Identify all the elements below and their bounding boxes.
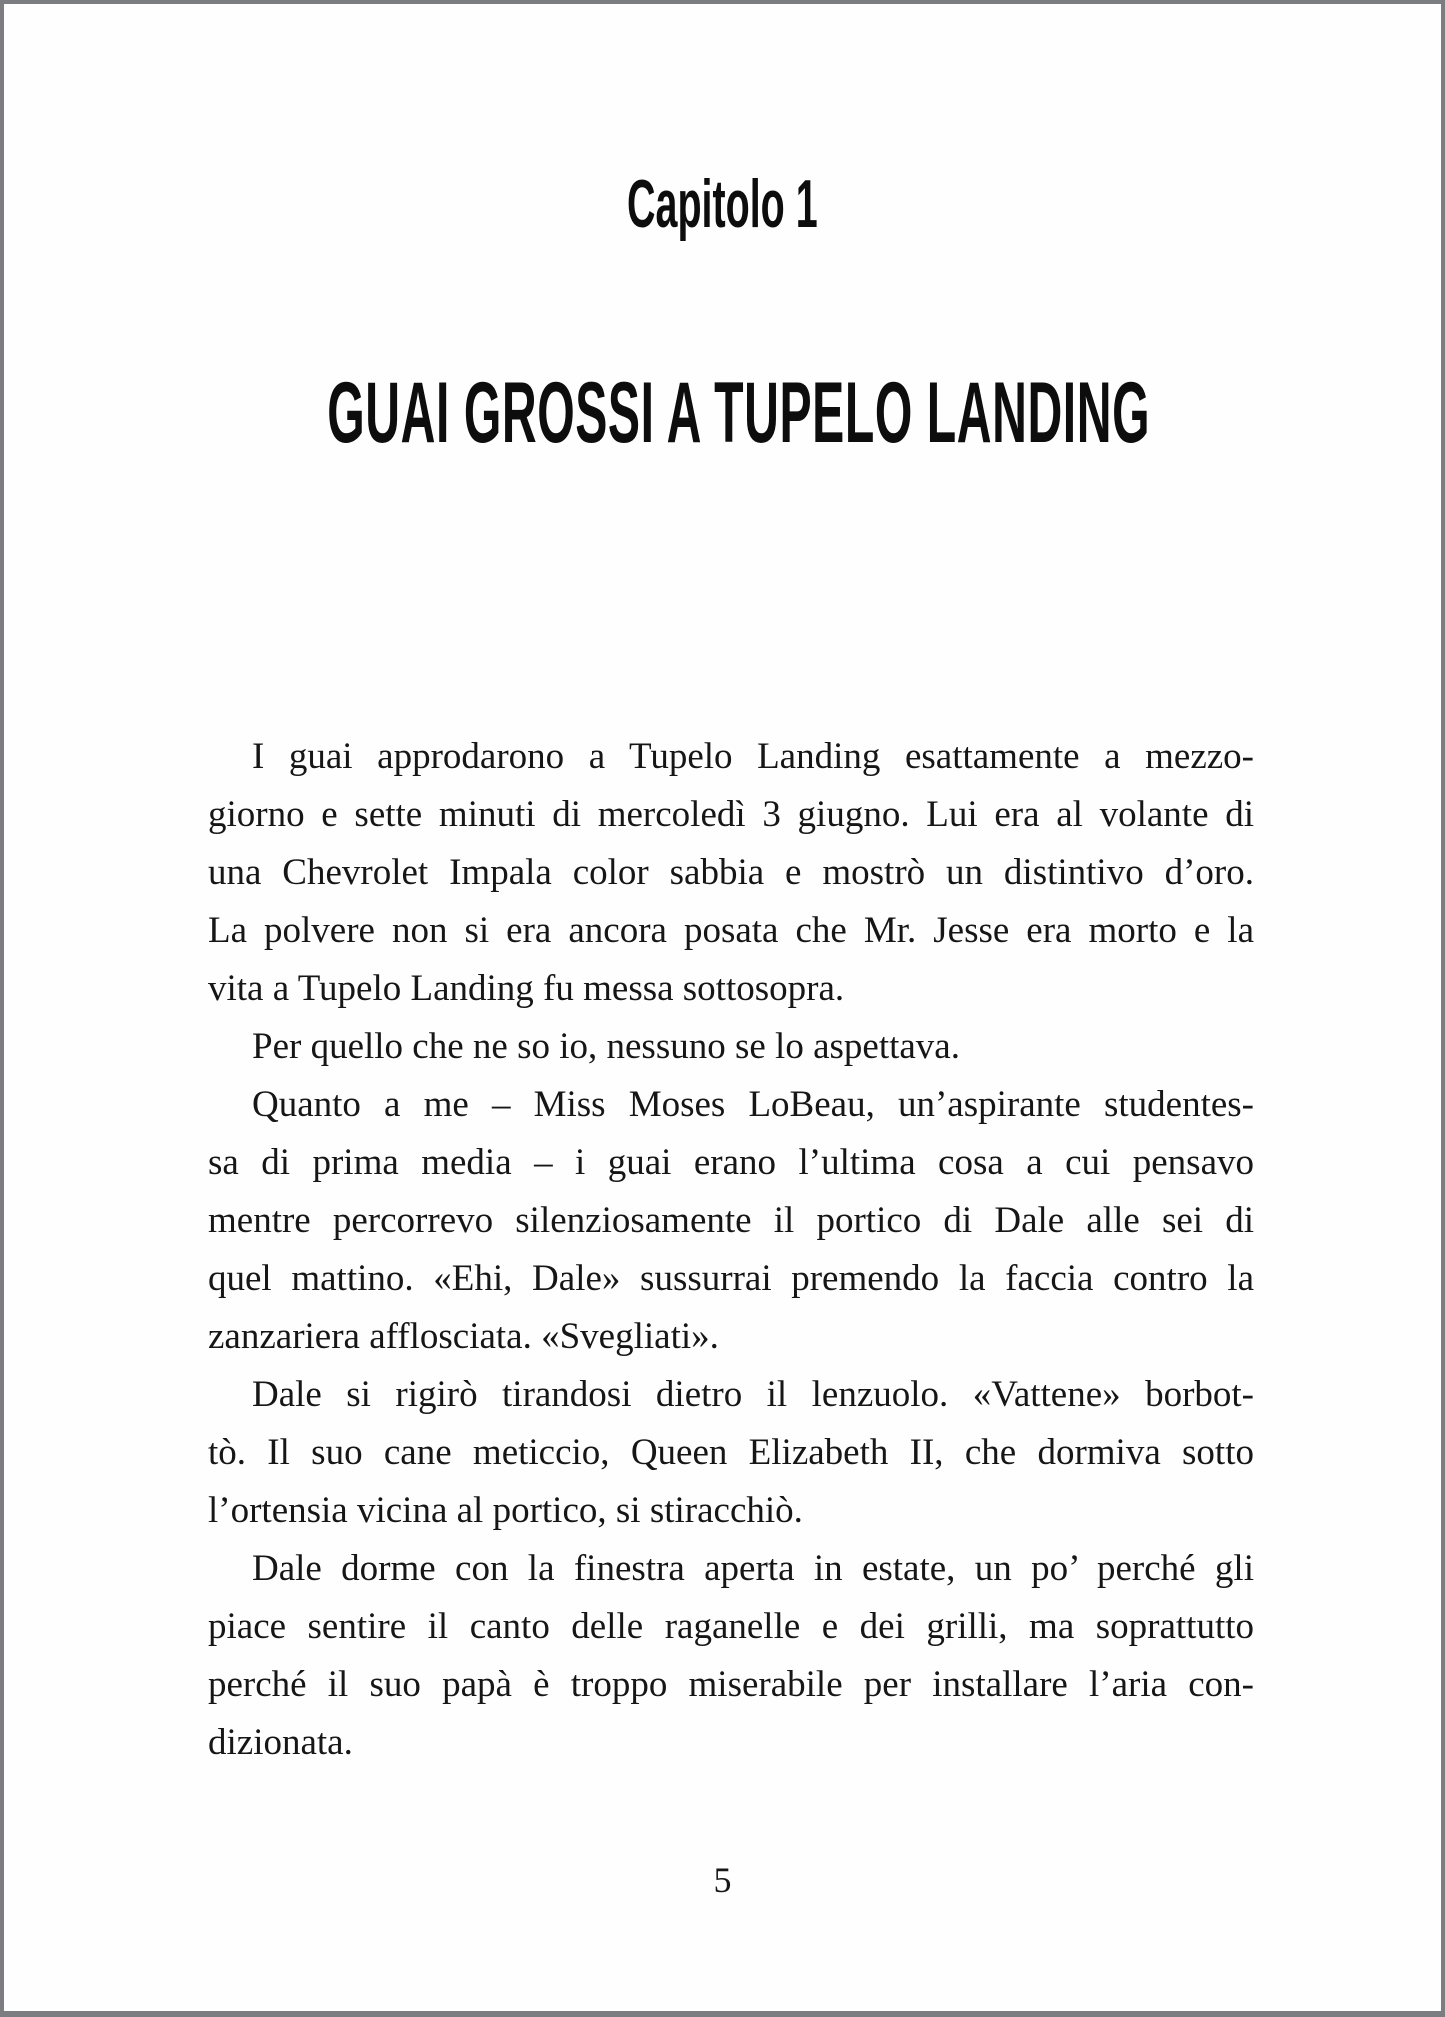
chapter-title: GUAI GROSSI A TUPELO LANDING [327, 365, 1151, 461]
body-line: una Chevrolet Impala color sabbia e mostrò un distintivo d’oro. [208, 852, 1254, 893]
body-line: l’ortensia vicina al portico, si stiracchiò. [208, 1490, 803, 1531]
body-line: sa di prima media – i guai erano l’ultima cosa a cui pensavo [208, 1142, 1254, 1183]
body-line: piace sentire il canto delle raganelle e dei grilli, ma soprattutto [208, 1606, 1254, 1647]
body-text-block [208, 728, 1254, 1772]
body-line: zanzariera afflosciata. «Svegliati». [208, 1316, 719, 1357]
body-line: La polvere non si era ancora posata che Mr. Jesse era morto e la [208, 910, 1254, 951]
body-line: giorno e sette minuti di mercoledì 3 giugno. Lui era al volante di [208, 794, 1254, 835]
body-line: Dale si rigirò tirandosi dietro il lenzuolo. «Vattene» borbot- [252, 1374, 1254, 1415]
body-line: Per quello che ne so io, nessuno se lo aspettava. [252, 1026, 960, 1067]
page-number: 5 [713, 1860, 732, 1900]
body-line: Dale dorme con la finestra aperta in estate, un po’ perché gli [252, 1548, 1254, 1589]
body-line: perché il suo papà è troppo miserabile per installare l’aria con- [208, 1664, 1254, 1705]
body-line: tò. Il suo cane meticcio, Queen Elizabeth II, che dormiva sotto [208, 1432, 1254, 1473]
body-line: I guai approdarono a Tupelo Landing esattamente a mezzo- [252, 736, 1254, 777]
body-line: dizionata. [208, 1722, 353, 1763]
body-line: Quanto a me – Miss Moses LoBeau, un’aspirante studentes- [252, 1084, 1254, 1125]
body-line: mentre percorrevo silenziosamente il portico di Dale alle sei di [208, 1200, 1254, 1241]
body-line: quel mattino. «Ehi, Dale» sussurrai premendo la faccia contro la [208, 1258, 1254, 1299]
chapter-label: Capitolo 1 [627, 166, 818, 242]
body-line: vita a Tupelo Landing fu messa sottosopra. [208, 968, 845, 1009]
